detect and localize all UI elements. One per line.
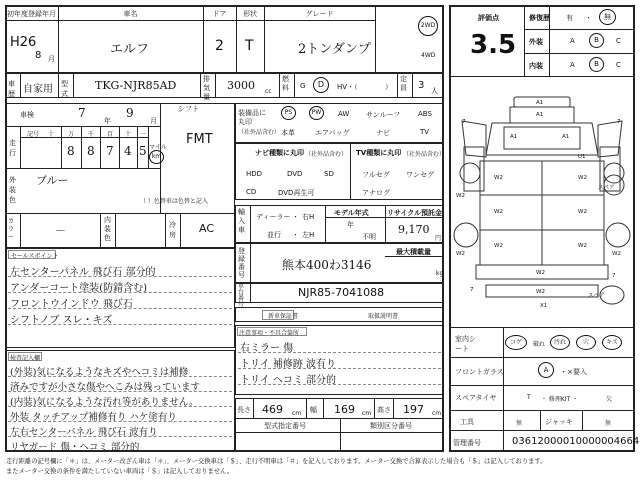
chassis-value: NJR85-7041088	[298, 286, 385, 299]
shape-value: T	[245, 38, 254, 54]
diagram-label: W2	[612, 251, 621, 257]
use-value: 自家用	[23, 84, 53, 95]
diagram-rear-left-panel	[464, 147, 484, 191]
fuel-d-mark: D	[313, 77, 329, 93]
diagram-label: 7	[462, 119, 466, 125]
type-label: 型式指定番号	[264, 422, 306, 430]
inspector-line: リヤガード 傷・ヘコミ 部分的	[10, 442, 140, 453]
inspector-line: 左右センターパネル 飛び石 波有り	[10, 427, 158, 438]
shift-value: FMT	[186, 132, 213, 147]
diagram-label: A1	[562, 134, 570, 140]
model-value: TKG-NJR85AD	[95, 79, 177, 92]
inspector-line: 外装 タッチアップ補修有り ハケ塗有り	[10, 412, 177, 423]
year-value: H26	[10, 35, 37, 50]
diagram-label: W2	[494, 243, 503, 249]
cap-label: 定員	[400, 75, 407, 92]
diagram-label: 7	[470, 287, 474, 293]
ac-label: 冷房	[169, 221, 176, 239]
notes-line: トリイ 補修跡 波有り	[240, 359, 337, 370]
length-label: 長さ	[237, 406, 251, 414]
mileage-digits-label: 記号	[27, 131, 40, 138]
diagram-label: W2	[456, 251, 465, 257]
width-value: 169	[334, 403, 355, 416]
ac-value: AC	[199, 222, 215, 235]
interior-item-mark: コゲ	[505, 335, 527, 350]
model-label: 型式	[61, 80, 68, 98]
use-label: 車歴	[8, 80, 15, 98]
inspection-month-unit: 月	[150, 117, 157, 125]
model-year-label: モデル年式	[334, 209, 369, 217]
footer-line-1: 走行距離の記号欄に「＊」は、メーター改ざん車は「＊」、メーター交換車は「＄」、走行不明車は「＃」を記入しております。メーター交換で合算表示した場合も「＄」は記入しております。	[6, 458, 547, 465]
doors-label: ドア	[212, 10, 227, 18]
footer-line-2: またメーター交換の条件を満たしていない車両は「＄」は記入しておりません。	[6, 468, 234, 475]
diagram-tire-fr	[604, 163, 624, 183]
jack-label: ジャッキ	[545, 418, 573, 426]
diagram-tire-fl	[460, 163, 480, 183]
diagram-label: スペア	[588, 293, 605, 299]
mileage-label: 走行	[9, 139, 16, 157]
inspector-line: 済みですが小さな傷やへこみは残っています	[10, 382, 201, 393]
diagram-label: W2	[536, 289, 545, 295]
mgmt-label: 管理番号	[453, 439, 481, 447]
diagram-right-door	[598, 121, 622, 157]
score-value: 3.5	[470, 30, 517, 60]
repair-yes: 有	[566, 14, 573, 22]
sales-title: セールスポイント	[11, 253, 59, 260]
diagram-tire-rr	[606, 223, 630, 247]
mile-label: マイル	[149, 144, 167, 151]
ext-grade-mark: B	[589, 33, 604, 48]
diagram-label: W2	[456, 193, 465, 199]
width-label: 幅	[310, 406, 317, 414]
import-label: 輸入車	[238, 208, 245, 234]
diagram-label: A1	[536, 100, 544, 106]
diagram-left-door	[462, 121, 486, 157]
glass-a-mark: A	[538, 362, 554, 378]
inspector-line: (外装)気になるようなキズやヘコミは補修	[10, 367, 189, 378]
grade-value: 2トンダンプ	[298, 42, 371, 57]
diagram-cab-body	[486, 123, 598, 155]
color-code-value: －	[55, 224, 66, 237]
interior-item: 破れ	[533, 341, 546, 348]
manual-label: 取扱説明書	[368, 313, 399, 320]
sales-line: シフトノブ スレ・キズ	[10, 315, 113, 326]
notes-line: トリイ ヘコミ 部分的	[240, 375, 337, 386]
equipment-title: 装備品に丸印	[238, 109, 266, 126]
diagram-label: X1	[540, 303, 548, 309]
inspection-month: 9	[126, 106, 134, 120]
diagram-label: W2	[578, 243, 587, 249]
fuel-close: ）	[385, 83, 392, 91]
int-label: 内装	[529, 62, 543, 70]
diagram-label: 7	[612, 273, 616, 279]
inspection-label: 車検	[20, 111, 34, 119]
repair-label: 修復歴	[529, 14, 550, 22]
diagram-label: W2	[536, 270, 545, 276]
disp-unit: cc	[265, 88, 272, 95]
diagram-label: W2	[494, 175, 503, 181]
recycle-value: 9,170	[398, 223, 430, 236]
height-label: 高さ	[377, 406, 391, 414]
shape-label: 形状	[243, 10, 257, 18]
fuel-hv: HV・（	[337, 83, 358, 91]
height-value: 197	[403, 403, 424, 416]
diagram-label: W2	[578, 175, 587, 181]
vehicle-diagram	[452, 85, 632, 325]
sales-line: アンダーコート塗装(防錆含む)	[10, 283, 148, 294]
diagram-tire-rl	[454, 223, 478, 247]
year-label: 初年度登録年月	[7, 10, 56, 18]
inspection-year: 7	[78, 106, 86, 120]
cap-unit: 人	[431, 87, 438, 95]
interior-item-mark: キズ	[602, 335, 622, 350]
disp-value: 3000	[227, 79, 255, 92]
diagram-label: U1	[578, 154, 586, 160]
disp-label: 排気量	[203, 75, 210, 101]
fuel-label: 燃料	[282, 75, 289, 92]
diagram-label: W2	[494, 209, 503, 215]
loading-label: 最大積載量	[396, 248, 431, 256]
inspection-year-unit: 年	[104, 117, 111, 125]
ext-label: 外装	[529, 38, 543, 46]
int-grade-mark: B	[589, 57, 604, 72]
shift-label: シフト	[178, 105, 199, 113]
fuel-g: G	[300, 82, 306, 90]
navi-title: ナビ種類に丸印	[255, 149, 304, 157]
warranty-label: 新車保証書	[268, 313, 299, 320]
navi-sub: （社外品含む）	[305, 151, 348, 158]
twowd-mark: 2WD	[418, 16, 438, 36]
mileage-digit: 7	[106, 144, 114, 158]
mileage-digit: 8	[67, 144, 75, 158]
color-label: 外装色	[9, 176, 16, 204]
grade-label: グレード	[305, 10, 334, 18]
equipment-sub: （社外品含む）	[238, 129, 281, 136]
color-note: （ ）色替車は色替と記入	[140, 198, 208, 205]
mileage-digit: 4	[124, 144, 132, 158]
jack-value: 無	[605, 420, 612, 427]
model-year-unknown: 不明	[362, 233, 376, 241]
fourwd-mark: 4WD	[421, 52, 436, 59]
mgmt-value: 03612000010000004664	[512, 436, 640, 447]
equip-pw-mark: PW	[309, 106, 324, 120]
tv-title: TV種類に丸印	[356, 149, 402, 157]
doors-value: 2	[215, 38, 224, 54]
equip-ps-mark: PS	[281, 106, 296, 120]
model-year-value: 年	[347, 221, 354, 229]
tool-value: 無	[516, 420, 523, 427]
color-value: ブルー	[36, 174, 69, 187]
spare-tire-label: スペアタイヤ	[455, 394, 497, 402]
inspector-title: 検査記入欄	[10, 355, 41, 362]
loading-unit: kg	[436, 270, 444, 277]
recycle-label: リサイクル預託金	[387, 209, 443, 217]
diagram-label: スペア	[598, 185, 615, 191]
diagram-label: A1	[510, 134, 518, 140]
month-unit: 月	[48, 55, 55, 63]
mileage-digit: 5	[139, 144, 147, 158]
diagram-label: 7	[617, 119, 621, 125]
interior-item-mark: 汚れ	[550, 335, 570, 350]
name-value: エルフ	[110, 42, 150, 57]
mileage-digit: 8	[87, 144, 95, 158]
length-value: 469	[262, 403, 283, 416]
recycle-unit: 円	[435, 235, 442, 242]
repair-no-mark: 無	[599, 9, 616, 25]
interior-sheet-label: 室内シート	[455, 335, 476, 353]
name-label: 車名	[123, 10, 138, 18]
tv-sub: （社外品含む）	[403, 151, 446, 158]
class-label: 類別区分番号	[370, 422, 412, 430]
registration-value: 熊本400わ3146	[282, 258, 372, 272]
chassis-label: 車台番号	[238, 283, 245, 308]
km-mark: km	[149, 150, 164, 164]
month-value: 8	[35, 50, 42, 61]
cap-value: 3	[418, 80, 425, 91]
notes-title: 注意事項・不具合箇所	[239, 330, 300, 337]
diagram-label: W2	[578, 209, 587, 215]
score-label: 評価点	[478, 14, 499, 22]
sales-line: 左センターパネル 飛び石 部分的	[10, 267, 156, 278]
registration-label: 登録番号	[238, 247, 245, 279]
interior-color-label: 内装色	[104, 216, 111, 242]
color-code-label: カラー	[8, 218, 15, 241]
glass-label: フロントガラス	[455, 368, 504, 376]
sales-line: フロントウインドウ 飛び石	[10, 299, 133, 310]
tool-label: 工具	[460, 418, 474, 426]
inspector-line: (内装)気になるような汚れ等がありません。	[10, 397, 199, 408]
interior-item-mark: 穴	[576, 335, 596, 350]
notes-line: 右ミラー 傷	[240, 343, 294, 354]
glass-x: ・×要入	[560, 368, 587, 376]
diagram-label: A1	[536, 112, 544, 118]
